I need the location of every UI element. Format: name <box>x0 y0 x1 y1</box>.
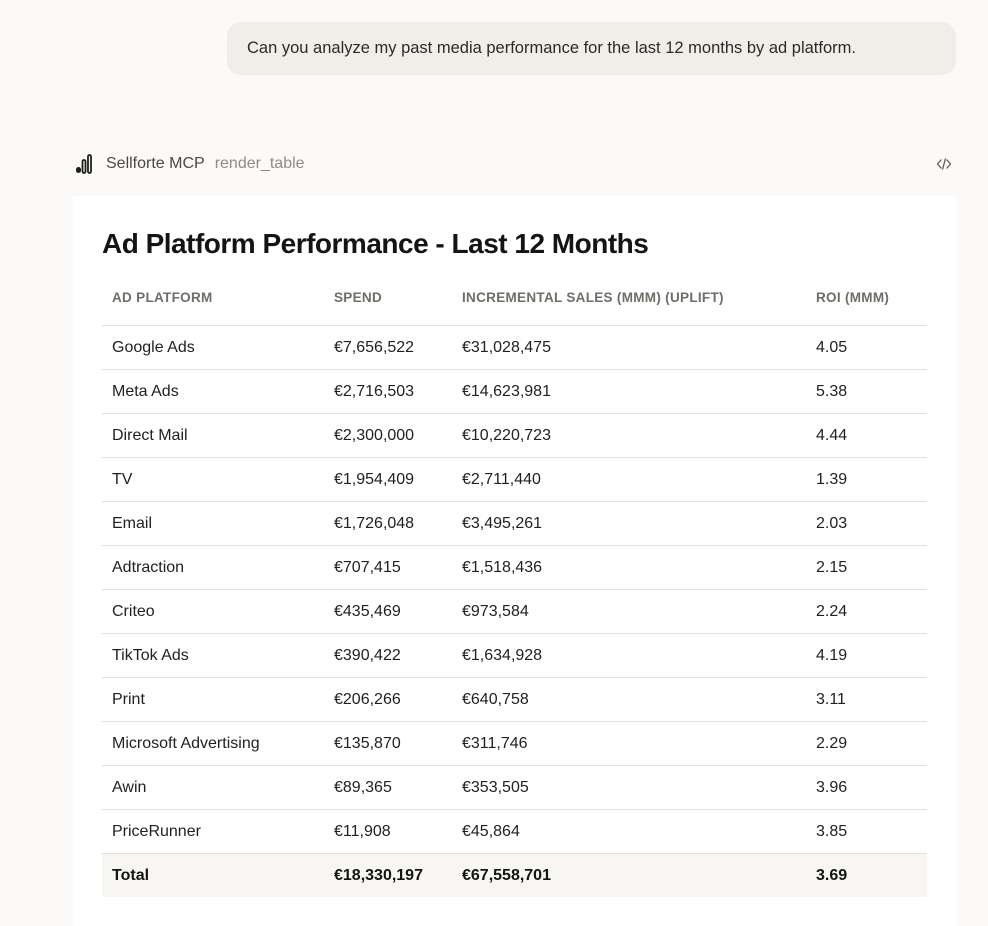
user-message-bubble <box>227 22 956 75</box>
cell-incremental-sales: €1,518,436 <box>452 546 806 590</box>
bars-logo-icon <box>74 154 94 174</box>
total-incremental-sales: €67,558,701 <box>452 854 806 898</box>
cell-roi: 3.96 <box>806 766 927 810</box>
table-row <box>102 590 927 634</box>
column-header[interactable]: ROI (MMM) <box>806 281 927 326</box>
performance-table <box>102 281 927 897</box>
cell-spend: €7,656,522 <box>324 326 452 370</box>
cell-platform: TV <box>102 458 324 502</box>
cell-platform: Awin <box>102 766 324 810</box>
total-roi: 3.69 <box>806 854 927 898</box>
tool-function-name: render_table <box>214 155 305 172</box>
cell-platform: Adtraction <box>102 546 324 590</box>
cell-roi: 2.15 <box>806 546 927 590</box>
table-row <box>102 722 927 766</box>
cell-spend: €89,365 <box>324 766 452 810</box>
cell-platform: Print <box>102 678 324 722</box>
cell-roi: 2.29 <box>806 722 927 766</box>
table-row <box>102 458 927 502</box>
cell-spend: €135,870 <box>324 722 452 766</box>
cell-platform: TikTok Ads <box>102 634 324 678</box>
column-header[interactable]: AD PLATFORM <box>102 281 324 326</box>
table-row <box>102 370 927 414</box>
table-row <box>102 678 927 722</box>
cell-incremental-sales: €1,634,928 <box>452 634 806 678</box>
table-row <box>102 414 927 458</box>
table-header-row <box>102 281 927 326</box>
cell-roi: 4.05 <box>806 326 927 370</box>
cell-spend: €1,954,409 <box>324 458 452 502</box>
cell-spend: €707,415 <box>324 546 452 590</box>
cell-platform: PriceRunner <box>102 810 324 854</box>
cell-incremental-sales: €14,623,981 <box>452 370 806 414</box>
cell-platform: Google Ads <box>102 326 324 370</box>
cell-roi: 3.11 <box>806 678 927 722</box>
cell-spend: €435,469 <box>324 590 452 634</box>
table-row <box>102 326 927 370</box>
cell-incremental-sales: €640,758 <box>452 678 806 722</box>
table-body <box>102 326 927 898</box>
cell-spend: €390,422 <box>324 634 452 678</box>
user-message-text: Can you analyze my past media performance for the last 12 months by ad platform. <box>247 39 856 57</box>
cell-incremental-sales: €311,746 <box>452 722 806 766</box>
column-header[interactable]: INCREMENTAL SALES (MMM) (UPLIFT) <box>452 281 806 326</box>
table-row <box>102 502 927 546</box>
table-row <box>102 810 927 854</box>
table-card <box>73 196 956 926</box>
cell-roi: 1.39 <box>806 458 927 502</box>
cell-incremental-sales: €45,864 <box>452 810 806 854</box>
total-spend: €18,330,197 <box>324 854 452 898</box>
cell-incremental-sales: €10,220,723 <box>452 414 806 458</box>
cell-spend: €206,266 <box>324 678 452 722</box>
cell-platform: Email <box>102 502 324 546</box>
tool-call-header[interactable] <box>74 150 956 178</box>
cell-roi: 5.38 <box>806 370 927 414</box>
cell-platform: Meta Ads <box>102 370 324 414</box>
cell-roi: 4.44 <box>806 414 927 458</box>
cell-spend: €11,908 <box>324 810 452 854</box>
table-row <box>102 634 927 678</box>
cell-platform: Microsoft Advertising <box>102 722 324 766</box>
cell-incremental-sales: €31,028,475 <box>452 326 806 370</box>
cell-platform: Direct Mail <box>102 414 324 458</box>
table-row <box>102 766 927 810</box>
code-icon[interactable] <box>932 152 956 176</box>
cell-roi: 3.85 <box>806 810 927 854</box>
cell-spend: €2,716,503 <box>324 370 452 414</box>
cell-spend: €1,726,048 <box>324 502 452 546</box>
cell-incremental-sales: €353,505 <box>452 766 806 810</box>
cell-roi: 2.03 <box>806 502 927 546</box>
cell-incremental-sales: €3,495,261 <box>452 502 806 546</box>
cell-incremental-sales: €2,711,440 <box>452 458 806 502</box>
cell-spend: €2,300,000 <box>324 414 452 458</box>
tool-name: Sellforte MCP <box>106 155 205 172</box>
total-label: Total <box>102 854 324 898</box>
cell-roi: 4.19 <box>806 634 927 678</box>
cell-platform: Criteo <box>102 590 324 634</box>
cell-roi: 2.24 <box>806 590 927 634</box>
cell-incremental-sales: €973,584 <box>452 590 806 634</box>
table-total-row <box>102 854 927 898</box>
table-row <box>102 546 927 590</box>
table-title: Ad Platform Performance - Last 12 Months <box>102 228 649 259</box>
column-header[interactable]: SPEND <box>324 281 452 326</box>
